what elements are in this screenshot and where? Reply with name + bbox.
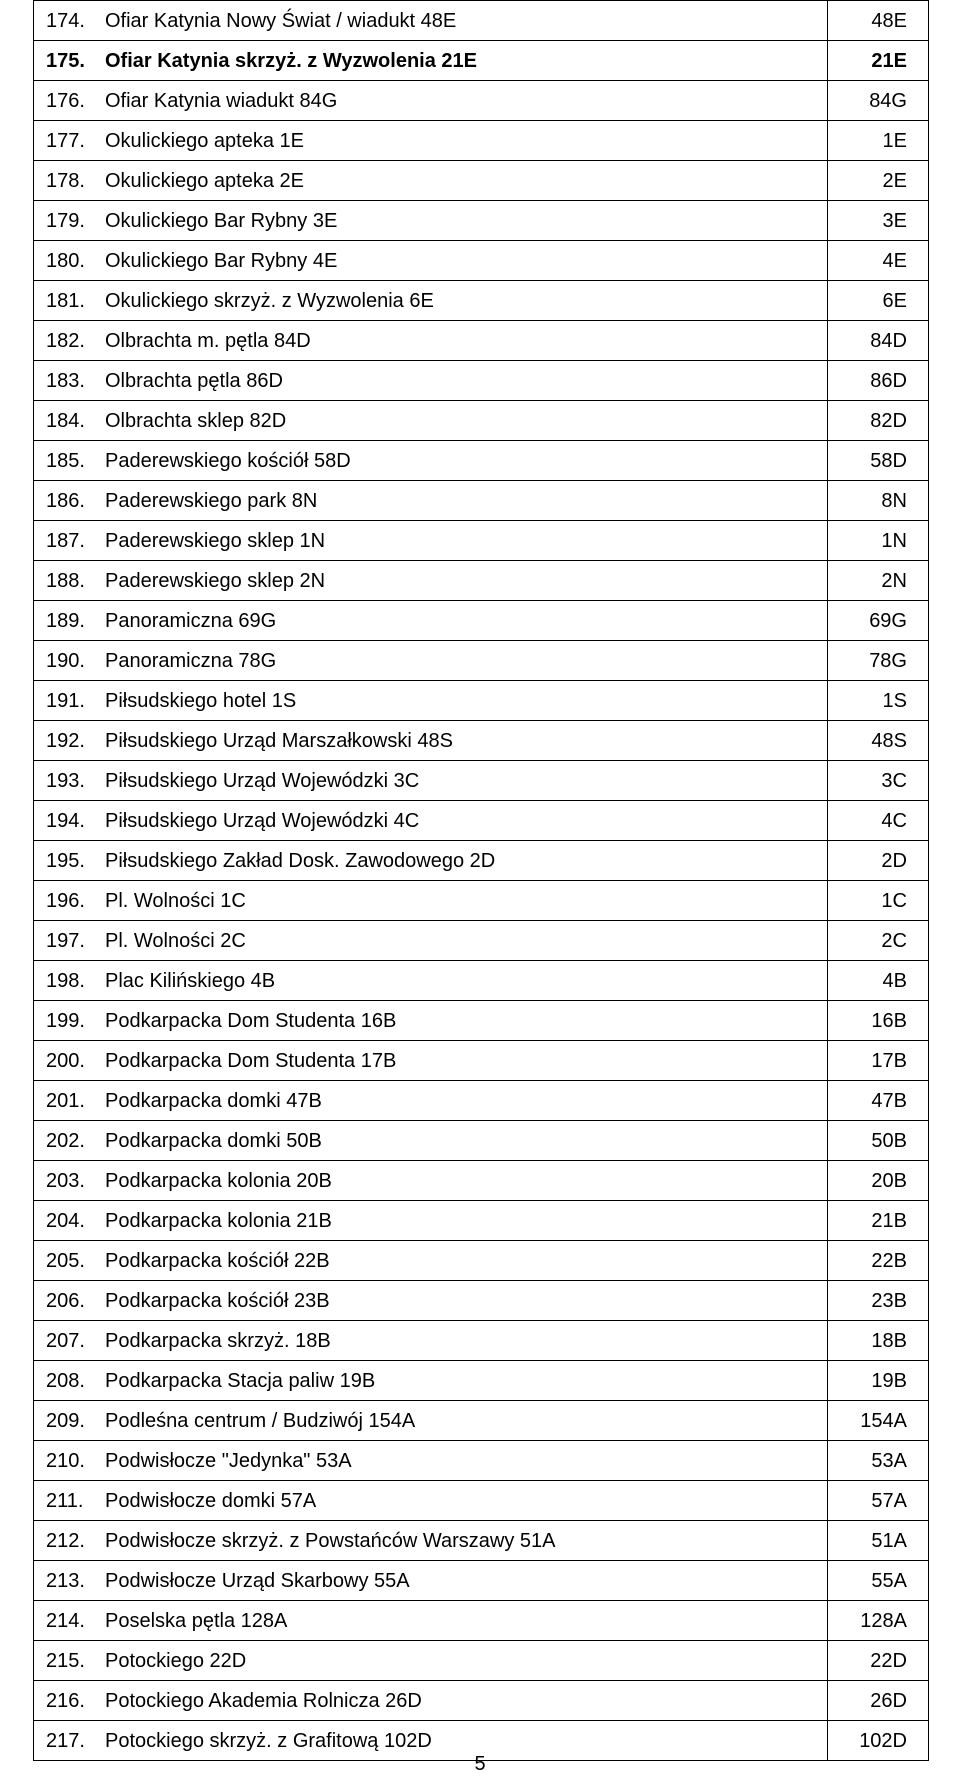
- table-row: [34, 961, 929, 1001]
- stop-name-cell: [34, 1441, 828, 1481]
- stop-name: Podkarpacka Dom Studenta 17B: [105, 1049, 397, 1072]
- stop-name: Podkarpacka domki 47B: [105, 1089, 322, 1112]
- stop-code: 21B: [828, 1201, 929, 1241]
- row-number: 215.: [46, 1649, 85, 1672]
- table-row: [34, 161, 929, 201]
- table-row: [34, 521, 929, 561]
- stop-name-cell: [34, 1281, 828, 1321]
- stop-code: 3C: [828, 761, 929, 801]
- table-row: [34, 561, 929, 601]
- table-row: [34, 201, 929, 241]
- row-number: 216.: [46, 1689, 85, 1712]
- stop-code: 102D: [828, 1721, 929, 1761]
- stop-name-cell: [34, 1481, 828, 1521]
- table-row: [34, 761, 929, 801]
- table-row: [34, 1601, 929, 1641]
- stop-name: Podkarpacka kolonia 21B: [105, 1209, 332, 1232]
- table-row: [34, 841, 929, 881]
- stop-name-cell: [34, 321, 828, 361]
- row-number: 196.: [46, 889, 85, 912]
- row-number: 211.: [46, 1489, 84, 1512]
- stop-name: Ofiar Katynia skrzyż. z Wyzwolenia 21E: [105, 49, 477, 72]
- stop-name: Piłsudskiego Urząd Marszałkowski 48S: [105, 729, 453, 752]
- stop-code: 128A: [828, 1601, 929, 1641]
- stop-name: Podkarpacka kościół 22B: [105, 1249, 330, 1272]
- row-number: 194.: [46, 809, 85, 832]
- stop-name: Okulickiego apteka 1E: [105, 129, 305, 152]
- stop-name-cell: [34, 201, 828, 241]
- stop-code: 3E: [828, 201, 929, 241]
- stop-code: 2D: [828, 841, 929, 881]
- stop-code: 50B: [828, 1121, 929, 1161]
- stop-code: 26D: [828, 1681, 929, 1721]
- stop-name: Podkarpacka Dom Studenta 16B: [105, 1009, 397, 1032]
- table-row: [34, 81, 929, 121]
- stop-code: 4E: [828, 241, 929, 281]
- stop-code: 1S: [828, 681, 929, 721]
- row-number: 183.: [46, 369, 85, 392]
- stop-code: 2E: [828, 161, 929, 201]
- row-number: 207.: [46, 1329, 85, 1352]
- stop-name-cell: [34, 601, 828, 641]
- stop-name: Paderewskiego park 8N: [105, 489, 318, 512]
- stop-name: Pl. Wolności 1C: [105, 889, 246, 912]
- stop-name-cell: [34, 1041, 828, 1081]
- row-number: 206.: [46, 1289, 85, 1312]
- stop-code: 154A: [828, 1401, 929, 1441]
- row-number: 200.: [46, 1049, 85, 1072]
- row-number: 202.: [46, 1129, 85, 1152]
- row-number: 177.: [46, 129, 85, 152]
- stop-name-cell: [34, 761, 828, 801]
- stop-name-cell: [34, 1161, 828, 1201]
- stop-code: 6E: [828, 281, 929, 321]
- stop-code: 8N: [828, 481, 929, 521]
- row-number: 199.: [46, 1009, 85, 1032]
- stop-name-cell: [34, 481, 828, 521]
- row-number: 174.: [46, 9, 85, 32]
- table-row: [34, 1161, 929, 1201]
- table-row: [34, 281, 929, 321]
- stop-name: Plac Kilińskiego 4B: [105, 969, 276, 992]
- table-row: [34, 1641, 929, 1681]
- stop-name: Podwisłocze skrzyż. z Powstańców Warszawy 51A: [105, 1529, 556, 1552]
- stop-code: 19B: [828, 1361, 929, 1401]
- stop-code: 69G: [828, 601, 929, 641]
- row-number: 187.: [46, 529, 85, 552]
- table-row: [34, 1281, 929, 1321]
- stop-code: 18B: [828, 1321, 929, 1361]
- stop-name-cell: [34, 241, 828, 281]
- table-row: [34, 881, 929, 921]
- table-row: [34, 1121, 929, 1161]
- table-row: [34, 1081, 929, 1121]
- stop-name-cell: [34, 721, 828, 761]
- table-row: [34, 1681, 929, 1721]
- stop-name-cell: [34, 1601, 828, 1641]
- table-row: [34, 121, 929, 161]
- row-number: 195.: [46, 849, 85, 872]
- stop-code: 47B: [828, 1081, 929, 1121]
- stop-code: 57A: [828, 1481, 929, 1521]
- stop-name: Piłsudskiego Urząd Wojewódzki 3C: [105, 769, 420, 792]
- table-row: [34, 361, 929, 401]
- stop-name: Podwisłocze domki 57A: [105, 1489, 317, 1512]
- stop-name: Podkarpacka Stacja paliw 19B: [105, 1369, 376, 1392]
- stops-table-body: [34, 1, 929, 1761]
- stop-code: 16B: [828, 1001, 929, 1041]
- table-row: [34, 1481, 929, 1521]
- stop-name-cell: [34, 41, 828, 81]
- row-number: 186.: [46, 489, 85, 512]
- stop-name: Okulickiego Bar Rybny 3E: [105, 209, 338, 232]
- row-number: 198.: [46, 969, 85, 992]
- stop-code: 48E: [828, 1, 929, 41]
- stop-code: 84G: [828, 81, 929, 121]
- row-number: 175.: [46, 49, 85, 72]
- stop-name-cell: [34, 681, 828, 721]
- stop-name: Olbrachta m. pętla 84D: [105, 329, 311, 352]
- row-number: 205.: [46, 1249, 85, 1272]
- stop-name-cell: [34, 161, 828, 201]
- table-row: [34, 1361, 929, 1401]
- row-number: 201.: [46, 1089, 85, 1112]
- row-number: 189.: [46, 609, 85, 632]
- table-row: [34, 641, 929, 681]
- stop-name-cell: [34, 1681, 828, 1721]
- stop-code: 4B: [828, 961, 929, 1001]
- row-number: 182.: [46, 329, 85, 352]
- stop-name-cell: [34, 281, 828, 321]
- table-row: [34, 1401, 929, 1441]
- table-row: [34, 1, 929, 41]
- stop-name-cell: [34, 881, 828, 921]
- table-row: [34, 241, 929, 281]
- stop-name: Olbrachta sklep 82D: [105, 409, 287, 432]
- stop-code: 20B: [828, 1161, 929, 1201]
- stop-name-cell: [34, 401, 828, 441]
- table-row: [34, 481, 929, 521]
- stop-name-cell: [34, 1361, 828, 1401]
- stop-name: Potockiego 22D: [105, 1649, 247, 1672]
- table-row: [34, 1201, 929, 1241]
- stop-name: Potockiego Akademia Rolnicza 26D: [105, 1689, 422, 1712]
- table-row: [34, 601, 929, 641]
- stop-name-cell: [34, 641, 828, 681]
- table-row: [34, 1321, 929, 1361]
- stop-name-cell: [34, 841, 828, 881]
- stop-name-cell: [34, 1321, 828, 1361]
- row-number: 190.: [46, 649, 85, 672]
- table-row: [34, 1041, 929, 1081]
- row-number: 193.: [46, 769, 85, 792]
- table-row: [34, 801, 929, 841]
- row-number: 176.: [46, 89, 85, 112]
- page-number: 5: [474, 1753, 486, 1775]
- stop-code: 1N: [828, 521, 929, 561]
- stop-name: Potockiego skrzyż. z Grafitową 102D: [105, 1729, 432, 1752]
- table-row: [34, 1561, 929, 1601]
- stop-name-cell: [34, 361, 828, 401]
- stop-code: 51A: [828, 1521, 929, 1561]
- stop-name-cell: [34, 961, 828, 1001]
- row-number: 191.: [46, 689, 85, 712]
- row-number: 197.: [46, 929, 85, 952]
- stop-name: Okulickiego skrzyż. z Wyzwolenia 6E: [105, 289, 434, 312]
- table-row: [34, 321, 929, 361]
- stop-name-cell: [34, 121, 828, 161]
- stop-name: Podkarpacka skrzyż. 18B: [105, 1329, 331, 1352]
- stop-name-cell: [34, 1121, 828, 1161]
- stop-name-cell: [34, 801, 828, 841]
- row-number: 203.: [46, 1169, 85, 1192]
- stop-code: 1C: [828, 881, 929, 921]
- stop-name: Piłsudskiego hotel 1S: [105, 689, 297, 712]
- table-row: [34, 1001, 929, 1041]
- stop-name: Piłsudskiego Zakład Dosk. Zawodowego 2D: [105, 849, 496, 872]
- stop-code: 82D: [828, 401, 929, 441]
- stop-name-cell: [34, 1081, 828, 1121]
- row-number: 192.: [46, 729, 85, 752]
- row-number: 185.: [46, 449, 85, 472]
- row-number: 204.: [46, 1209, 85, 1232]
- stop-name: Pl. Wolności 2C: [105, 929, 246, 952]
- stop-name: Okulickiego apteka 2E: [105, 169, 305, 192]
- stop-code: 78G: [828, 641, 929, 681]
- stop-name: Ofiar Katynia wiadukt 84G: [105, 89, 338, 112]
- table-row: [34, 441, 929, 481]
- stop-name: Piłsudskiego Urząd Wojewódzki 4C: [105, 809, 420, 832]
- stop-name: Olbrachta pętla 86D: [105, 369, 283, 392]
- stop-name-cell: [34, 521, 828, 561]
- stop-code: 2N: [828, 561, 929, 601]
- stop-name-cell: [34, 441, 828, 481]
- stop-name-cell: [34, 921, 828, 961]
- table-row: [34, 1441, 929, 1481]
- stop-code: 86D: [828, 361, 929, 401]
- table-row: [34, 401, 929, 441]
- row-number: 210.: [46, 1449, 85, 1472]
- row-number: 209.: [46, 1409, 85, 1432]
- row-number: 188.: [46, 569, 85, 592]
- row-number: 214.: [46, 1609, 85, 1632]
- stop-code: 4C: [828, 801, 929, 841]
- stop-code: 22D: [828, 1641, 929, 1681]
- stop-code: 55A: [828, 1561, 929, 1601]
- stop-name: Ofiar Katynia Nowy Świat / wiadukt 48E: [105, 9, 457, 32]
- row-number: 178.: [46, 169, 85, 192]
- stop-code: 23B: [828, 1281, 929, 1321]
- stops-table: [33, 0, 929, 1761]
- row-number: 184.: [46, 409, 85, 432]
- stop-name: Podwisłocze "Jedynka" 53A: [105, 1449, 352, 1472]
- table-row: [34, 921, 929, 961]
- row-number: 181.: [46, 289, 85, 312]
- row-number: 217.: [46, 1729, 85, 1752]
- row-number: 179.: [46, 209, 85, 232]
- stop-name-cell: [34, 1241, 828, 1281]
- stop-code: 48S: [828, 721, 929, 761]
- stop-name: Podkarpacka domki 50B: [105, 1129, 322, 1152]
- table-row: [34, 1241, 929, 1281]
- stop-name-cell: [34, 1001, 828, 1041]
- row-number: 180.: [46, 249, 85, 272]
- stop-code: 2C: [828, 921, 929, 961]
- stop-code: 58D: [828, 441, 929, 481]
- stop-code: 22B: [828, 1241, 929, 1281]
- stop-code: 17B: [828, 1041, 929, 1081]
- stop-name-cell: [34, 1641, 828, 1681]
- stop-name: Podkarpacka kolonia 20B: [105, 1169, 332, 1192]
- stop-name: Okulickiego Bar Rybny 4E: [105, 249, 338, 272]
- stop-code: 1E: [828, 121, 929, 161]
- stop-name: Paderewskiego sklep 2N: [105, 569, 326, 592]
- stop-name: Paderewskiego kościół 58D: [105, 449, 351, 472]
- stop-name: Podkarpacka kościół 23B: [105, 1289, 330, 1312]
- stop-name-cell: [34, 81, 828, 121]
- row-number: 213.: [46, 1569, 85, 1592]
- stop-code: 21E: [828, 41, 929, 81]
- stop-name: Podleśna centrum / Budziwój 154A: [105, 1409, 416, 1432]
- stop-name-cell: [34, 1201, 828, 1241]
- table-row: [34, 681, 929, 721]
- stop-name: Poselska pętla 128A: [105, 1609, 288, 1632]
- stop-code: 84D: [828, 321, 929, 361]
- table-row: [34, 1521, 929, 1561]
- stop-name-cell: [34, 1521, 828, 1561]
- row-number: 208.: [46, 1369, 85, 1392]
- stop-name: Panoramiczna 69G: [105, 609, 277, 632]
- stop-name: Panoramiczna 78G: [105, 649, 277, 672]
- table-row: [34, 41, 929, 81]
- stop-name: Paderewskiego sklep 1N: [105, 529, 326, 552]
- row-number: 212.: [46, 1529, 85, 1552]
- stop-name-cell: [34, 1561, 828, 1601]
- table-row: [34, 721, 929, 761]
- stop-code: 53A: [828, 1441, 929, 1481]
- stop-name-cell: [34, 1, 828, 41]
- stop-name-cell: [34, 561, 828, 601]
- stop-name-cell: [34, 1401, 828, 1441]
- stop-name: Podwisłocze Urząd Skarbowy 55A: [105, 1569, 410, 1592]
